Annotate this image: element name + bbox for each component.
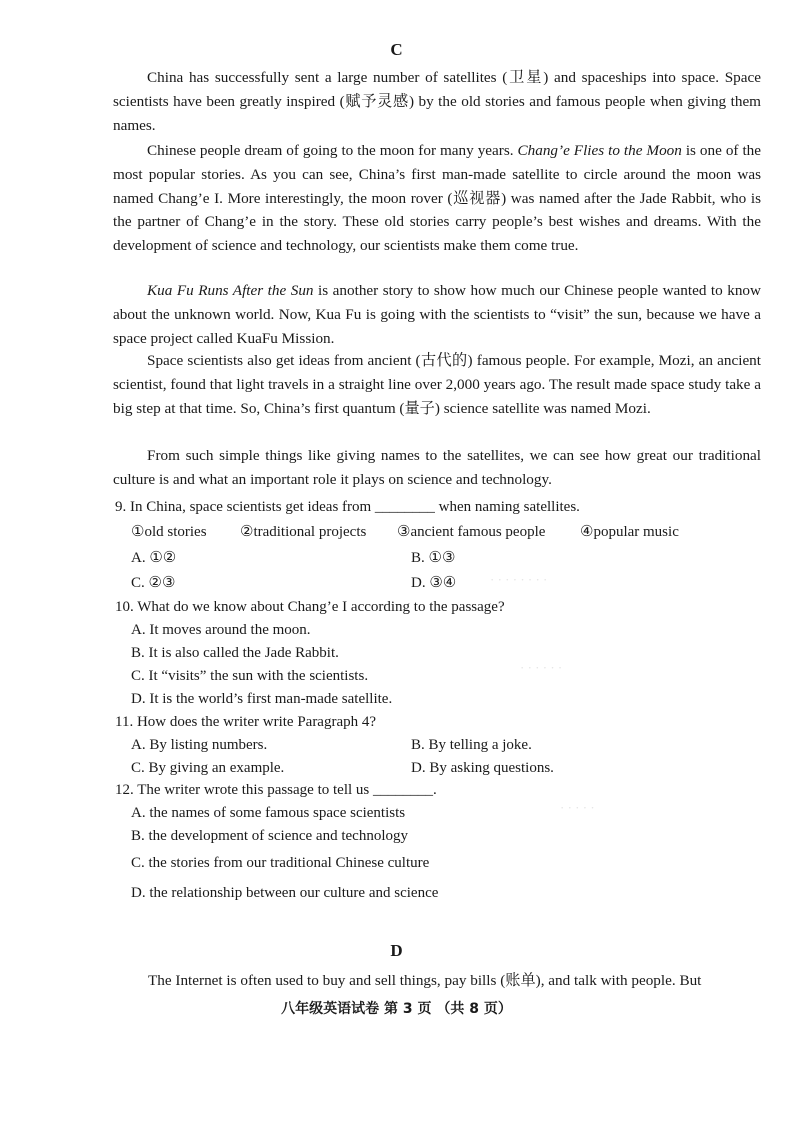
q9-option-d: D. ③④ xyxy=(411,575,457,591)
q9-option-b: B. ①③ xyxy=(411,550,456,566)
q10-option-d: D. It is the world’s first man-made satellite. xyxy=(131,691,393,707)
q9-option-c: C. ②③ xyxy=(131,575,176,591)
q9-choice-1: ①old stories xyxy=(131,524,207,540)
q11-option-a: A. By listing numbers. xyxy=(131,737,268,753)
page-footer: 八年级英语试卷 第 3 页 （共 8 页） xyxy=(281,1001,512,1017)
q9-option-a: A. ①② xyxy=(131,550,177,566)
q10-option-c: C. It “visits” the sun with the scientists. xyxy=(131,668,369,684)
q12-option-a: A. the names of some famous space scientists xyxy=(131,805,406,821)
passage-c-paragraph-3: Kua Fu Runs After the Sun is another story to show how much our Chinese people wanted to know about the unknown world. Now, Kua Fu is going with the scientists to “visit” the sun, because we have a space project called KuaFu Mission. xyxy=(113,282,761,347)
passage-c-paragraph-2: Chinese people dream of going to the moon for many years. Chang’e Flies to the Moon is one of the most popular stories. As you can see, China’s first man-made satellite to circle around the moon was named Chang’e I. More interestingly, the moon rover (巡视器) was named after the Jade Rabbit, who is the partner of Chang’e in the story. These old stories carry people’s best wishes and dreams. With the development of science and technology, our scientists make them come true. xyxy=(113,142,761,255)
q11-option-b: B. By telling a joke. xyxy=(411,737,532,753)
q12-option-d: D. the relationship between our culture and science xyxy=(131,885,439,901)
passage-c-paragraph-4: Space scientists also get ideas from ancient (古代的) famous people. For example, Mozi, an ancient scientist, found that light travels in a straight line over 2,000 years ago. The result made space study take a big step at that time. So, China’s first quantum (量子) science satellite was named Mozi. xyxy=(113,352,761,417)
section-c-heading: C xyxy=(390,40,403,59)
q10-option-b: B. It is also called the Jade Rabbit. xyxy=(131,645,339,661)
bleed-through-mark: · · · · · · xyxy=(520,660,563,675)
q12-option-b: B. the development of science and technology xyxy=(131,828,408,844)
passage-c-paragraph-1: China has successfully sent a large number of satellites (卫星) and spaceships into space. Space scientists have been greatly inspired (赋予灵感) by the old stories and famous people when giving them names. xyxy=(113,69,761,134)
question-11-stem: 11. How does the writer write Paragraph 4? xyxy=(115,714,377,730)
question-12-stem: 12. The writer wrote this passage to tell us ________. xyxy=(115,782,437,798)
question-9-stem: 9. In China, space scientists get ideas from ________ when naming satellites. xyxy=(115,499,580,515)
question-10-stem: 10. What do we know about Chang’e I according to the passage? xyxy=(115,599,505,615)
q12-option-c: C. the stories from our traditional Chinese culture xyxy=(131,855,430,871)
q9-choice-3: ③ancient famous people xyxy=(397,524,546,540)
bleed-through-mark: · · · · · xyxy=(560,800,595,815)
bleed-through-mark: · · · · · · · · xyxy=(490,572,548,587)
passage-c-paragraph-5: From such simple things like giving names to the satellites, we can see how great our traditional culture is and what an important role it plays on science and technology. xyxy=(113,447,761,488)
q9-choice-4: ④popular music xyxy=(580,524,679,540)
section-d-heading: D xyxy=(390,941,403,960)
q11-option-d: D. By asking questions. xyxy=(411,760,554,776)
q10-option-a: A. It moves around the moon. xyxy=(131,622,311,638)
q11-option-c: C. By giving an example. xyxy=(131,760,285,776)
passage-d-first-line: The Internet is often used to buy and sell things, pay bills (账单), and talk with people. But xyxy=(148,972,702,989)
q9-choice-2: ②traditional projects xyxy=(240,524,367,540)
